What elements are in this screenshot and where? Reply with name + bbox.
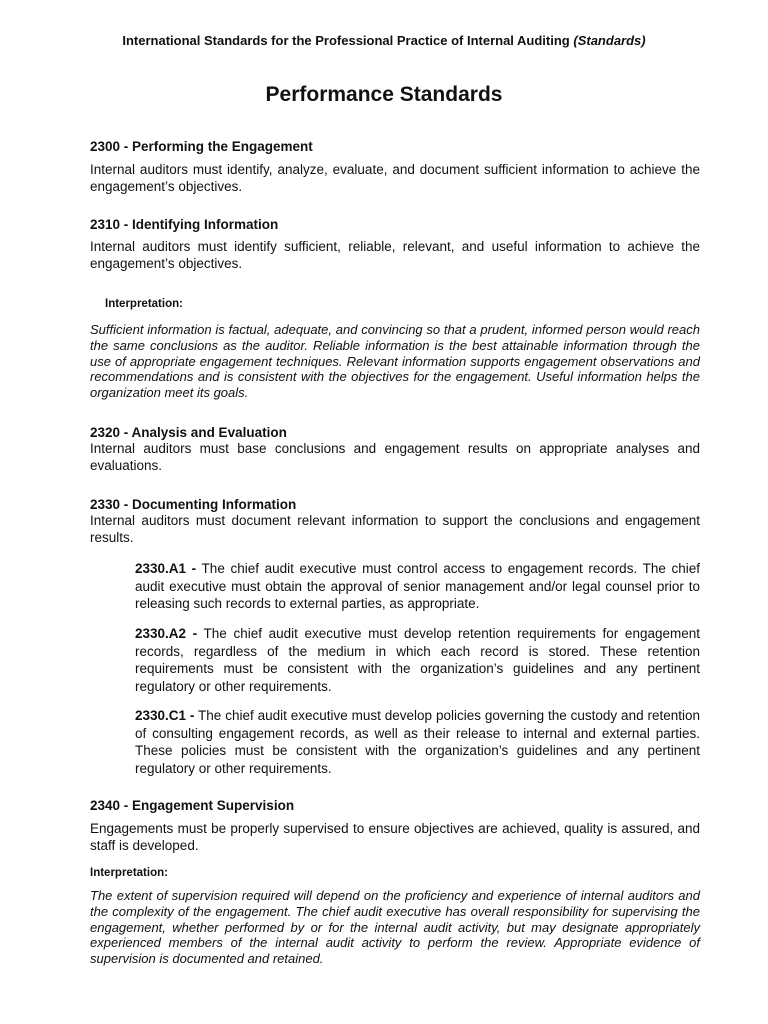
header-text: International Standards for the Professional Practice of Internal Auditing	[122, 33, 570, 48]
section-2340	[90, 797, 700, 854]
section-heading: 2340 - Engagement Supervision	[90, 798, 295, 813]
interpretation-text: The extent of supervision required will depend on the proficiency and experience of internal auditors and the complexity of the engagement. The chief audit executive has overall responsibility for supervising the engagement, whether performed by or for the internal audit activity, but may designate appropriately experienced members of the internal audit activity to perform the review. Appropriate evidence of supervision is documented and retained.	[90, 888, 700, 967]
interpretation-2340	[90, 888, 700, 967]
subsection-label: 2330.A1 -	[135, 561, 197, 576]
subsection-label: 2330.C1 -	[135, 708, 195, 723]
interpretation-label: Interpretation:	[105, 298, 183, 310]
section-heading: 2310 - Identifying Information	[90, 217, 279, 232]
section-2320	[90, 424, 700, 474]
section-body: Internal auditors must document relevant information to support the conclusions and engagement results.	[90, 513, 700, 545]
section-2300	[90, 138, 700, 195]
section-body: Internal auditors must base conclusions and engagement results on appropriate analyses and evaluations.	[90, 441, 700, 473]
running-header	[0, 33, 768, 48]
section-heading: 2330 - Documenting Information	[90, 497, 297, 512]
subsection-text: The chief audit executive must control access to engagement records. The chief audit executive must obtain the approval of senior management and/or legal counsel prior to releasing such records to external parties, as appropriate.	[135, 561, 700, 611]
section-heading: 2300 - Performing the Engagement	[90, 139, 313, 154]
subsection-text: The chief audit executive must develop retention requirements for engagement records, regardless of the medium in which each record is stored. These retention requirements must be consistent with the organization’s guidelines and any pertinent regulatory or other requirements.	[135, 626, 700, 694]
interpretation-label: Interpretation:	[90, 867, 168, 879]
section-heading: 2320 - Analysis and Evaluation	[90, 425, 287, 440]
section-body: Internal auditors must identify, analyze, evaluate, and document sufficient information to achieve the engagement’s objectives.	[90, 162, 700, 194]
section-2310	[90, 216, 700, 272]
interpretation-2310	[90, 322, 700, 401]
subsection-label: 2330.A2 -	[135, 626, 198, 641]
interpretation-text: Sufficient information is factual, adequate, and convincing so that a prudent, informed person would reach the same conclusions as the auditor. Reliable information is the best attainable information through the use of appropriate engagement techniques. Relevant information supports engagement observations and recommendations and is consistent with the objectives for the engagement. Useful information helps the organization meet its goals.	[90, 322, 700, 401]
subsection-2330-a2	[135, 625, 700, 695]
subsection-2330-a1	[135, 560, 700, 613]
header-italic: (Standards)	[573, 33, 646, 48]
page-title: Performance Standards	[265, 83, 503, 106]
section-body: Engagements must be properly supervised to ensure objectives are achieved, quality is assured, and staff is developed.	[90, 821, 700, 853]
subsection-text: The chief audit executive must develop policies governing the custody and retention of consulting engagement records, as well as their release to internal and external parties. These policies must be consistent with the organization’s guidelines and any pertinent regulatory or other requirements.	[135, 708, 700, 776]
section-2330	[90, 496, 700, 546]
section-body: Internal auditors must identify sufficient, reliable, relevant, and useful information to achieve the engagement’s objectives.	[90, 239, 700, 271]
subsection-2330-c1	[135, 707, 700, 777]
